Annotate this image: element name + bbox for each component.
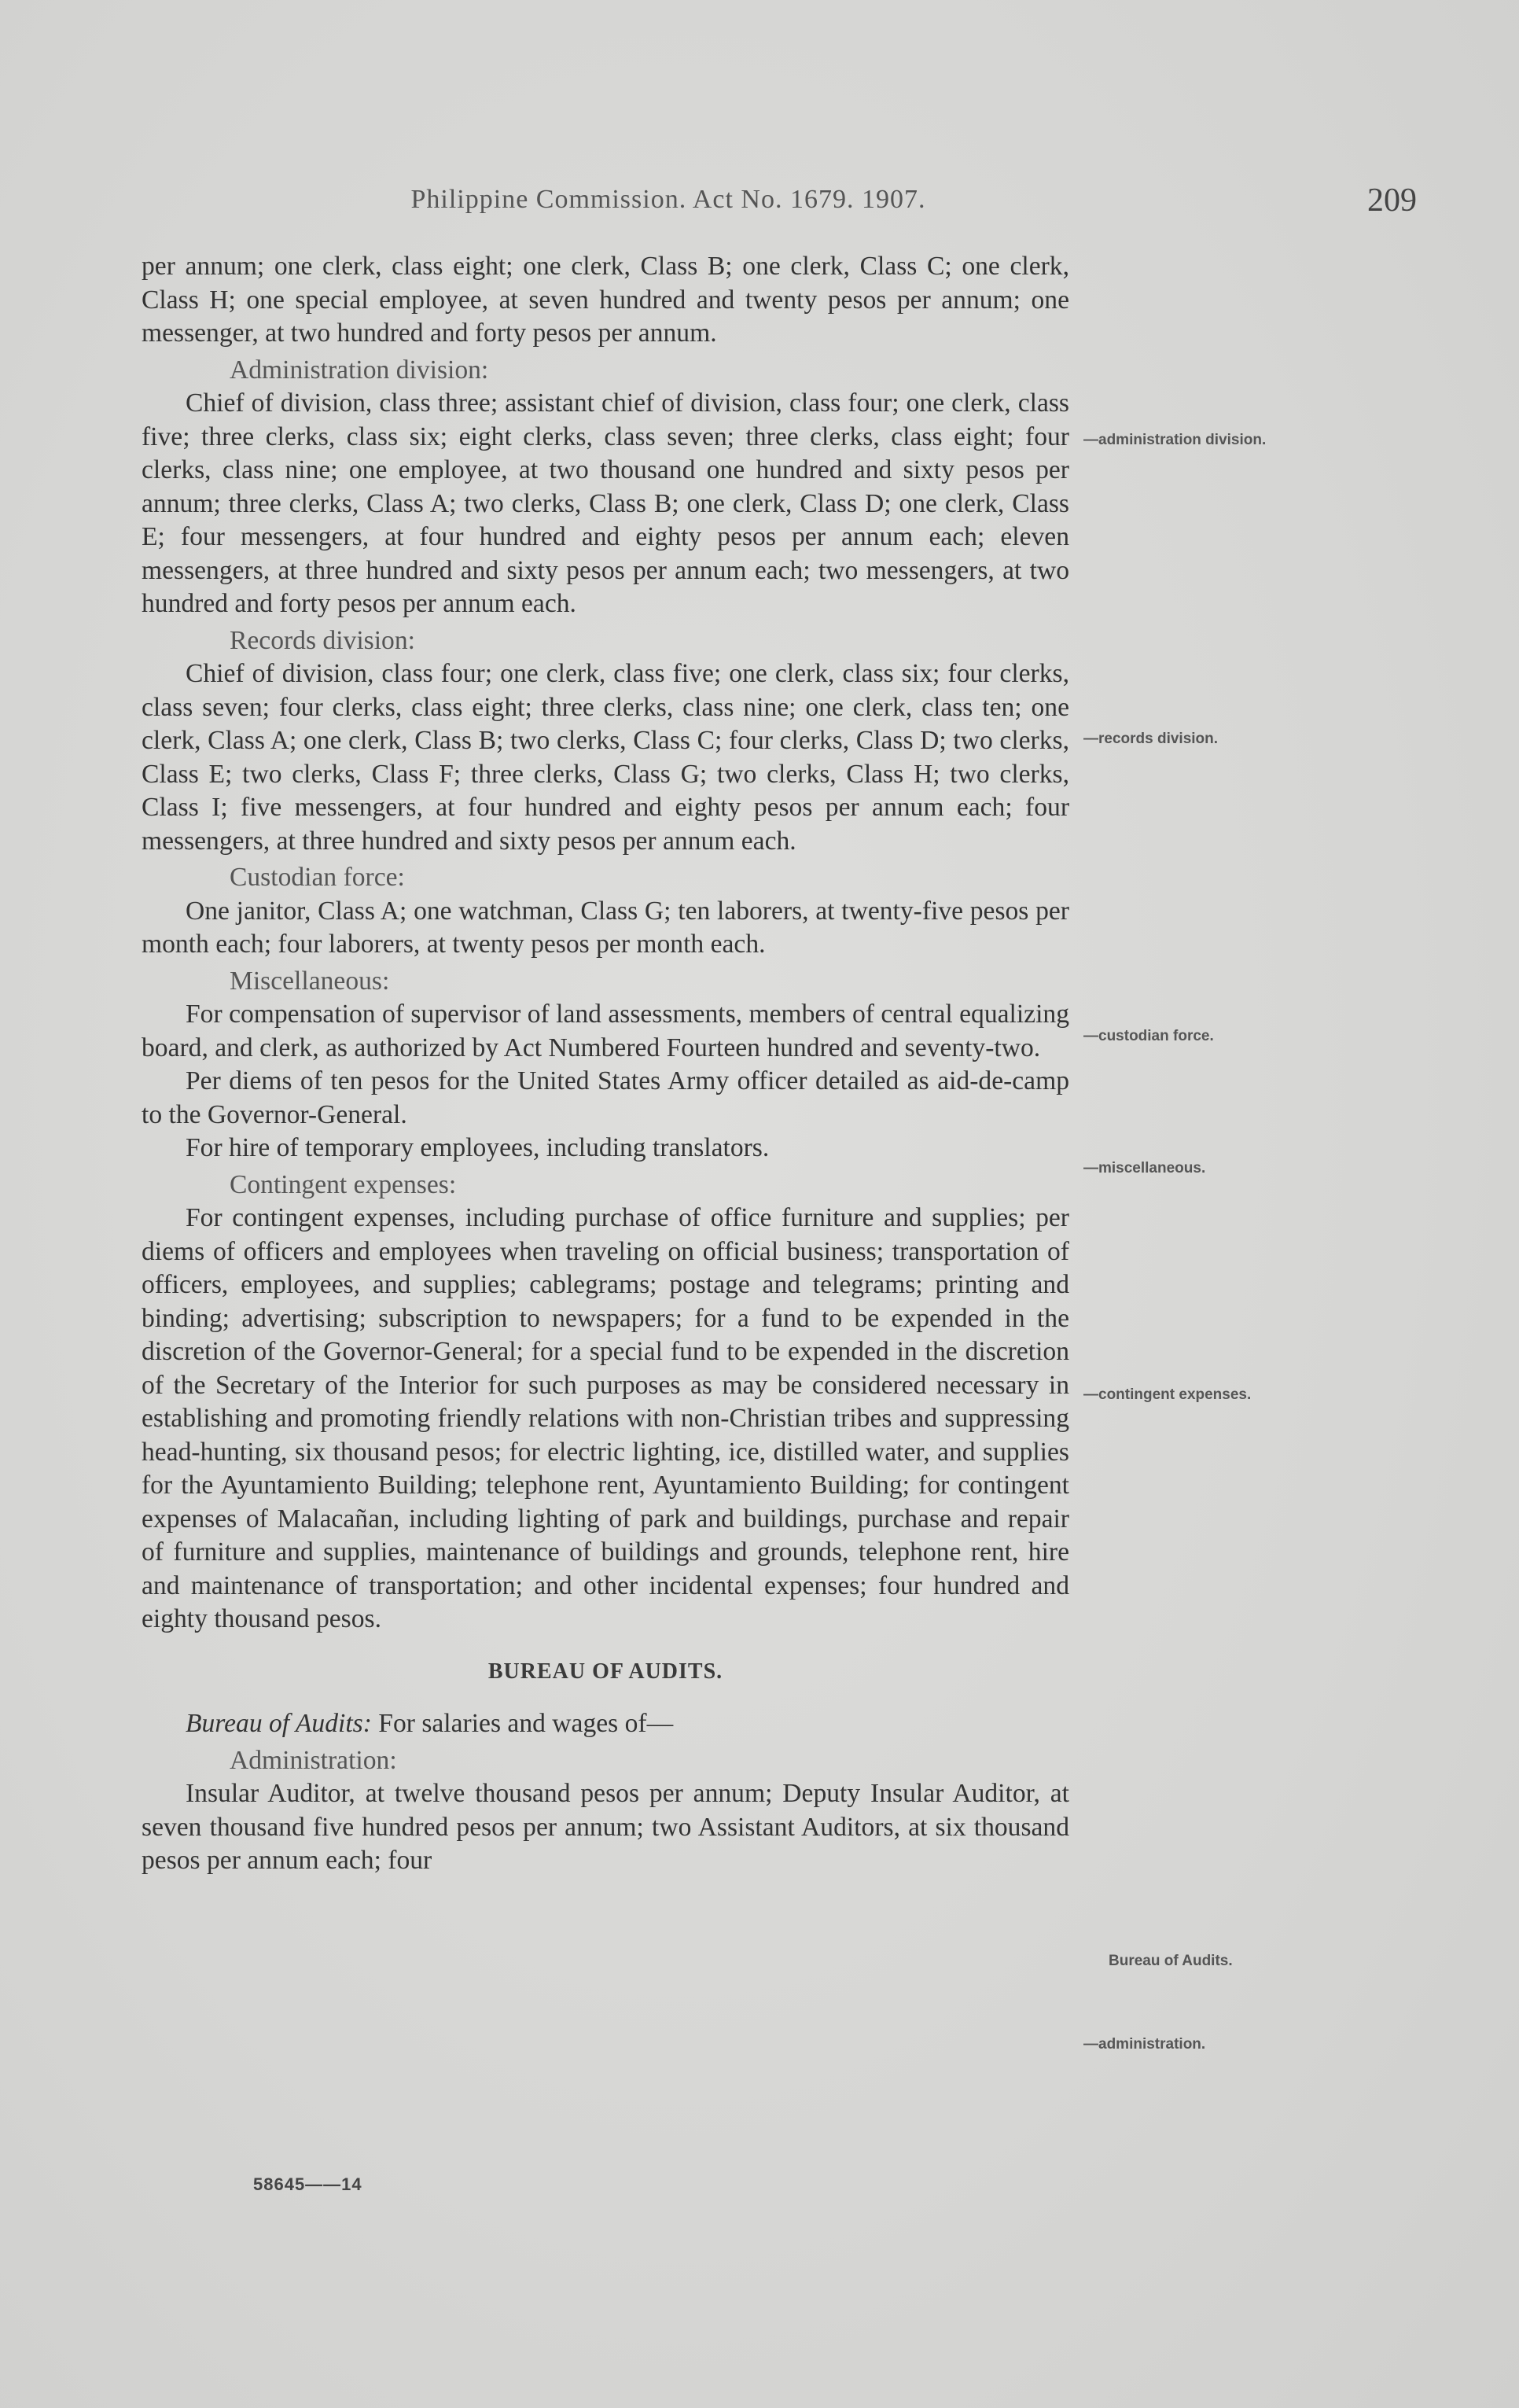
margin-note-bureau-of-audits: Bureau of Audits. (1109, 1953, 1233, 1969)
paragraph-continued: per annum; one clerk, class eight; one clerk, Class B; one clerk, Class C; one clerk, Class H; one special employee, at seven hundred and twenty pesos per annum; one messenger, at two hundred and forty pesos per annum. (142, 252, 1069, 348)
paragraph-miscellaneous-3: For hire of temporary employees, including translators. (186, 1133, 770, 1162)
margin-note-contingent-expenses: —contingent expenses. (1083, 1386, 1252, 1403)
subheading-records-division: Records division: (230, 625, 415, 655)
paragraph-miscellaneous-2: Per diems of ten pesos for the United States Army officer detailed as aid-de-camp to the Governor-General. (142, 1066, 1069, 1129)
page-number: 209 (1367, 182, 1417, 219)
subheading-contingent-expenses: Contingent expenses: (230, 1169, 457, 1199)
paragraph-administration-division: Chief of division, class three; assistant chief of division, class four; one clerk, class five; three clerks, class six; eight clerks, class seven; three clerks, class eight; four clerks, class nine; one employee, at two thousand one hundred and sixty pesos per annum; three clerks, Class A; two clerks, Class B; one clerk, Class D; one clerk, Class E; four messengers, at four hundred and eighty pesos per annum each; eleven messengers, at three hundred and sixty pesos per annum each; two messengers, at two hundred and forty pesos per annum each. (142, 388, 1069, 618)
bureau-rest: For salaries and wages of— (371, 1709, 674, 1738)
page-header (0, 182, 1519, 232)
paragraph-contingent-expenses: For contingent expenses, including purchase of office furniture and supplies; per diems of officers and employees when traveling on official business; transportation of officers, employees, and supplies; cablegrams; postage and telegrams; printing and binding; advertising; subscription to newspapers; for a fund to be expended in the discretion of the Governor-General; for a special fund to be expended in the discretion of the Secretary of the Interior for such purposes as may be considered necessary in establishing and promoting friendly relations with non-Christian tribes and suppressing head-hunting, six thousand pesos; for electric lighting, ice, distilled water, and supplies for the Ayuntamiento Building; telephone rent, Ayuntamiento Building; for contingent expenses of Malacañan, including lighting of park and buildings, purchase and repair of furniture and supplies, maintenance of buildings and grounds, telephone rent, hire and maintenance of transportation; and other incidental expenses; four hundred and eighty thousand pesos. (142, 1203, 1069, 1633)
paragraph-administration: Insular Auditor, at twelve thousand pesos per annum; Deputy Insular Auditor, at seven thousand five hundred pesos per annum; two Assistant Auditors, at six thousand pesos per annum each; four (142, 1779, 1069, 1875)
subheading-administration-division: Administration division: (230, 355, 489, 385)
signature-mark: 58645——14 (253, 2174, 362, 2194)
margin-note-records-division: —records division. (1083, 731, 1219, 747)
paragraph-custodian-force: One janitor, Class A; one watchman, Class G; ten laborers, at twenty-five pesos per month each; four laborers, at twenty pesos per month each. (142, 896, 1069, 959)
paragraph-records-division: Chief of division, class four; one clerk, class five; one clerk, class six; four clerks, class seven; four clerks, class eight; three clerks, class nine; one clerk, class ten; one clerk, Class A; one clerk, Class B; two clerks, Class C; four clerks, Class D; two clerks, Class E; two clerks, Class F; three clerks, Class G; two clerks, Class H; two clerks, Class I; five messengers, at four hundred and eighty pesos per annum each; four messengers, at three hundred and sixty pesos per annum each. (142, 659, 1069, 856)
subheading-custodian-force: Custodian force: (230, 863, 405, 892)
subheading-administration: Administration: (230, 1745, 397, 1775)
bureau-lead: Bureau of Audits: (186, 1709, 372, 1738)
section-title: BUREAU OF AUDITS. (487, 1659, 723, 1684)
running-title: Philippine Commission. Act No. 1679. 1907. (410, 185, 926, 214)
subheading-miscellaneous: Miscellaneous: (230, 966, 390, 996)
body-text (142, 250, 1069, 1878)
margin-note-miscellaneous: —miscellaneous. (1083, 1160, 1206, 1176)
margin-note-administration: —administration. (1083, 2036, 1206, 2053)
margin-note-custodian-force: —custodian force. (1083, 1028, 1214, 1044)
margin-note-administration-division: —administration division. (1083, 432, 1267, 448)
paragraph-miscellaneous-1: For compensation of supervisor of land assessments, members of central equalizing board, and clerk, as authorized by Act Numbered Fourteen hundred and seventy-two. (142, 1000, 1069, 1062)
paragraph-bureau-of-audits (142, 1707, 1069, 1741)
